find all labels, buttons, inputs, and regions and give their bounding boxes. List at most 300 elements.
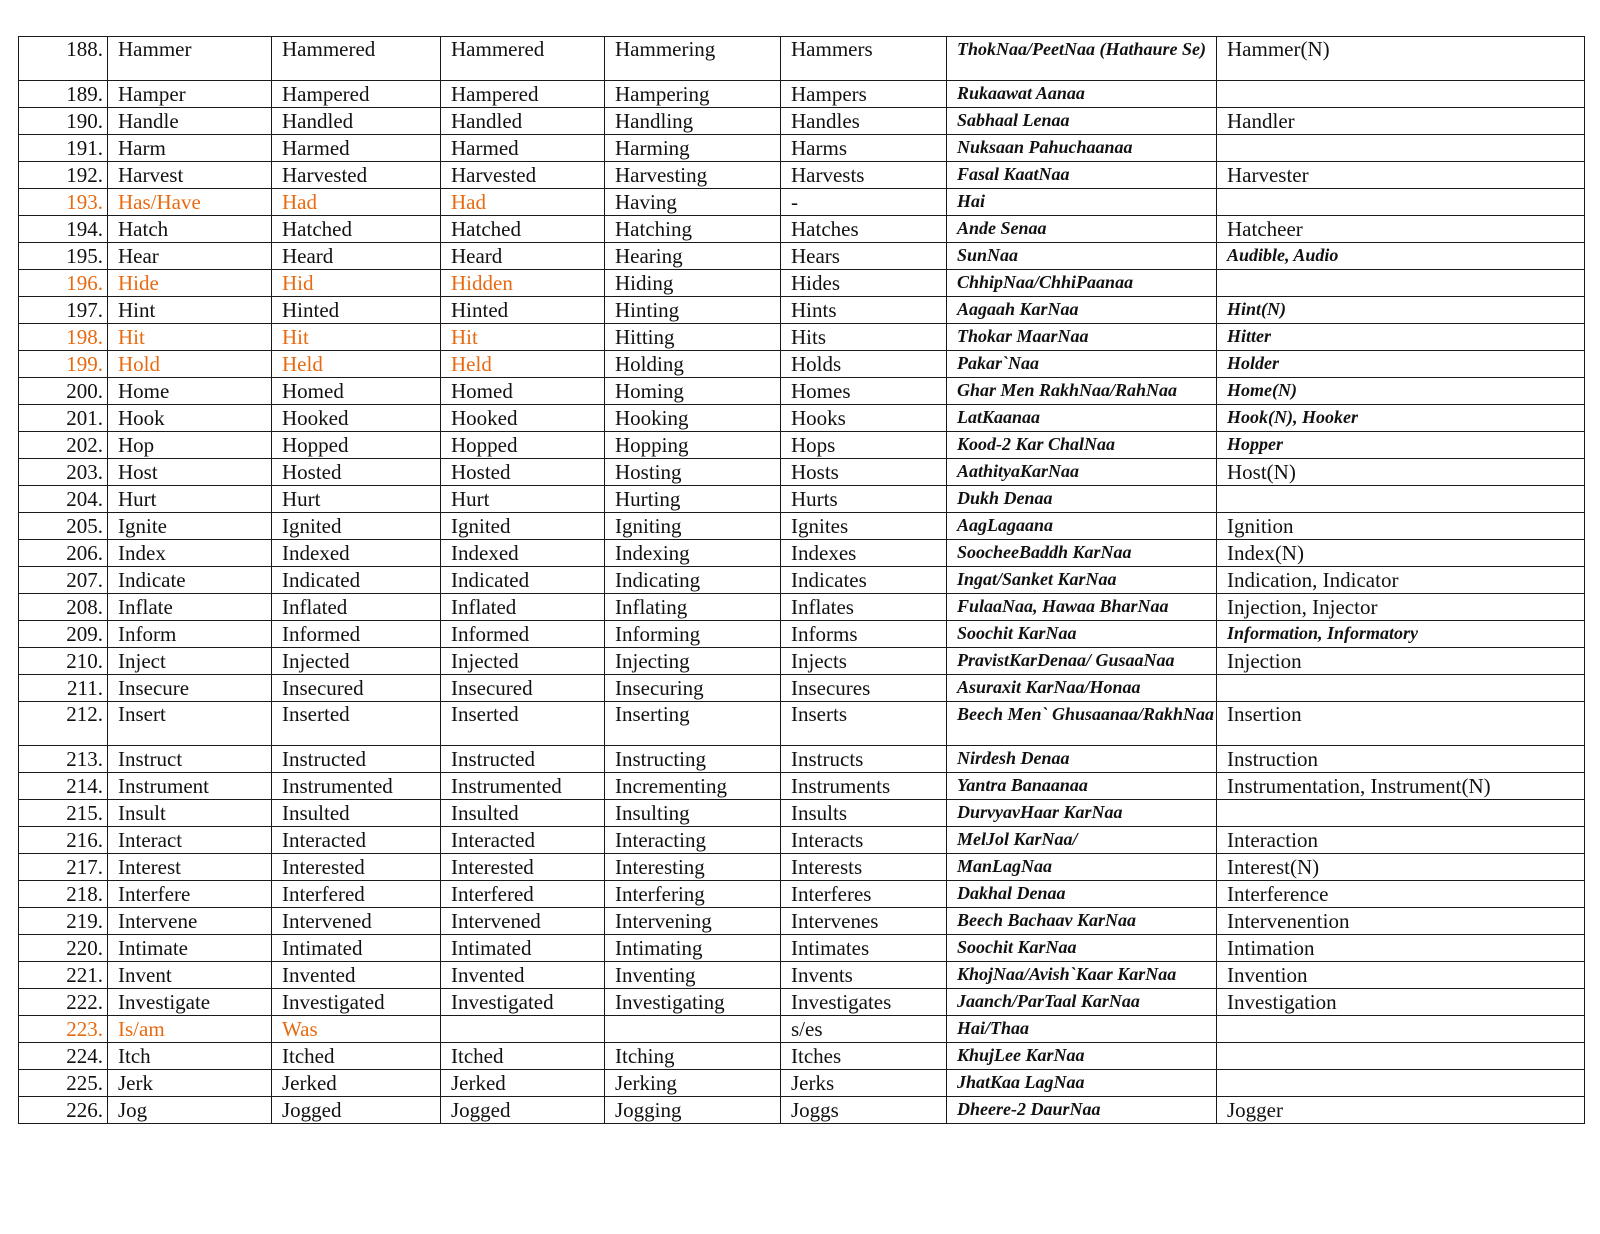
past-form-cell: Hooked bbox=[272, 405, 441, 432]
ing-form-cell: Inflating bbox=[605, 594, 781, 621]
base-form-cell: Intervene bbox=[108, 908, 272, 935]
base-form-cell: Home bbox=[108, 378, 272, 405]
hindi-meaning-cell: Thokar MaarNaa bbox=[947, 324, 1217, 351]
s-form-cell: Hits bbox=[781, 324, 947, 351]
table-row bbox=[19, 1043, 1585, 1070]
base-form-cell: Hit bbox=[108, 324, 272, 351]
past-form-cell: Hampered bbox=[272, 81, 441, 108]
hindi-meaning-cell: AagLagaana bbox=[947, 513, 1217, 540]
serial-number-cell: 205. bbox=[19, 513, 108, 540]
serial-number-cell: 219. bbox=[19, 908, 108, 935]
table-row bbox=[19, 324, 1585, 351]
derived-words-cell: Intimation bbox=[1217, 935, 1585, 962]
past-participle-cell: Hatched bbox=[441, 216, 605, 243]
hindi-meaning-cell: Nuksaan Pahuchaanaa bbox=[947, 135, 1217, 162]
serial-number-cell: 214. bbox=[19, 773, 108, 800]
base-form-cell: Index bbox=[108, 540, 272, 567]
derived-words-cell: Hopper bbox=[1217, 432, 1585, 459]
past-participle-cell: Hampered bbox=[441, 81, 605, 108]
past-form-cell: Instructed bbox=[272, 746, 441, 773]
s-form-cell: Hints bbox=[781, 297, 947, 324]
hindi-meaning-cell: ManLagNaa bbox=[947, 854, 1217, 881]
base-form-cell: Inject bbox=[108, 648, 272, 675]
past-participle-cell: Hit bbox=[441, 324, 605, 351]
past-form-cell: Hosted bbox=[272, 459, 441, 486]
s-form-cell: Hooks bbox=[781, 405, 947, 432]
s-form-cell: Investigates bbox=[781, 989, 947, 1016]
serial-number-cell: 194. bbox=[19, 216, 108, 243]
ing-form-cell: Holding bbox=[605, 351, 781, 378]
serial-number-cell: 200. bbox=[19, 378, 108, 405]
serial-number-cell: 198. bbox=[19, 324, 108, 351]
hindi-meaning-cell: Dukh Denaa bbox=[947, 486, 1217, 513]
s-form-cell: Hurts bbox=[781, 486, 947, 513]
ing-form-cell: Homing bbox=[605, 378, 781, 405]
base-form-cell: Instrument bbox=[108, 773, 272, 800]
base-form-cell: Host bbox=[108, 459, 272, 486]
table-row bbox=[19, 189, 1585, 216]
derived-words-cell: Interaction bbox=[1217, 827, 1585, 854]
ing-form-cell: Hitting bbox=[605, 324, 781, 351]
serial-number-cell: 201. bbox=[19, 405, 108, 432]
base-form-cell: Instruct bbox=[108, 746, 272, 773]
serial-number-cell: 210. bbox=[19, 648, 108, 675]
s-form-cell: Harms bbox=[781, 135, 947, 162]
past-participle-cell: Hosted bbox=[441, 459, 605, 486]
derived-words-cell: Investigation bbox=[1217, 989, 1585, 1016]
serial-number-cell: 197. bbox=[19, 297, 108, 324]
table-row bbox=[19, 702, 1585, 746]
ing-form-cell: Insecuring bbox=[605, 675, 781, 702]
table-row bbox=[19, 800, 1585, 827]
base-form-cell: Interact bbox=[108, 827, 272, 854]
past-participle-cell bbox=[441, 1016, 605, 1043]
past-form-cell: Hit bbox=[272, 324, 441, 351]
serial-number-cell: 218. bbox=[19, 881, 108, 908]
base-form-cell: Insult bbox=[108, 800, 272, 827]
base-form-cell: Hear bbox=[108, 243, 272, 270]
s-form-cell: Interacts bbox=[781, 827, 947, 854]
past-form-cell: Heard bbox=[272, 243, 441, 270]
derived-words-cell bbox=[1217, 1070, 1585, 1097]
s-form-cell: Injects bbox=[781, 648, 947, 675]
base-form-cell: Inform bbox=[108, 621, 272, 648]
hindi-meaning-cell: FulaaNaa, Hawaa BharNaa bbox=[947, 594, 1217, 621]
past-participle-cell: Harvested bbox=[441, 162, 605, 189]
derived-words-cell: Insertion bbox=[1217, 702, 1585, 746]
base-form-cell: Hatch bbox=[108, 216, 272, 243]
hindi-meaning-cell: Soochit KarNaa bbox=[947, 621, 1217, 648]
serial-number-cell: 212. bbox=[19, 702, 108, 746]
s-form-cell: Joggs bbox=[781, 1097, 947, 1124]
base-form-cell: Itch bbox=[108, 1043, 272, 1070]
s-form-cell: Informs bbox=[781, 621, 947, 648]
base-form-cell: Hook bbox=[108, 405, 272, 432]
serial-number-cell: 220. bbox=[19, 935, 108, 962]
past-participle-cell: Hooked bbox=[441, 405, 605, 432]
serial-number-cell: 206. bbox=[19, 540, 108, 567]
serial-number-cell: 223. bbox=[19, 1016, 108, 1043]
past-form-cell: Informed bbox=[272, 621, 441, 648]
derived-words-cell: Indication, Indicator bbox=[1217, 567, 1585, 594]
base-form-cell: Hamper bbox=[108, 81, 272, 108]
hindi-meaning-cell: AathityaKarNaa bbox=[947, 459, 1217, 486]
derived-words-cell: Home(N) bbox=[1217, 378, 1585, 405]
base-form-cell: Inflate bbox=[108, 594, 272, 621]
past-participle-cell: Interfered bbox=[441, 881, 605, 908]
table-row bbox=[19, 621, 1585, 648]
s-form-cell: Invents bbox=[781, 962, 947, 989]
serial-number-cell: 213. bbox=[19, 746, 108, 773]
serial-number-cell: 204. bbox=[19, 486, 108, 513]
hindi-meaning-cell: Ingat/Sanket KarNaa bbox=[947, 567, 1217, 594]
past-participle-cell: Insecured bbox=[441, 675, 605, 702]
base-form-cell: Handle bbox=[108, 108, 272, 135]
derived-words-cell: Hook(N), Hooker bbox=[1217, 405, 1585, 432]
past-participle-cell: Intimated bbox=[441, 935, 605, 962]
ing-form-cell: Hopping bbox=[605, 432, 781, 459]
past-form-cell: Hinted bbox=[272, 297, 441, 324]
past-participle-cell: Hopped bbox=[441, 432, 605, 459]
s-form-cell: s/es bbox=[781, 1016, 947, 1043]
base-form-cell: Hide bbox=[108, 270, 272, 297]
table-row bbox=[19, 881, 1585, 908]
table-row bbox=[19, 405, 1585, 432]
ing-form-cell: Hurting bbox=[605, 486, 781, 513]
ing-form-cell: Hooking bbox=[605, 405, 781, 432]
hindi-meaning-cell: LatKaanaa bbox=[947, 405, 1217, 432]
past-participle-cell: Inserted bbox=[441, 702, 605, 746]
hindi-meaning-cell: Beech Men` Ghusaanaa/RakhNaa bbox=[947, 702, 1217, 746]
derived-words-cell: Harvester bbox=[1217, 162, 1585, 189]
past-participle-cell: Had bbox=[441, 189, 605, 216]
s-form-cell: Indexes bbox=[781, 540, 947, 567]
s-form-cell: Inflates bbox=[781, 594, 947, 621]
hindi-meaning-cell: Soochit KarNaa bbox=[947, 935, 1217, 962]
past-form-cell: Harmed bbox=[272, 135, 441, 162]
past-form-cell: Intimated bbox=[272, 935, 441, 962]
table-row bbox=[19, 567, 1585, 594]
past-form-cell: Investigated bbox=[272, 989, 441, 1016]
table-row bbox=[19, 746, 1585, 773]
s-form-cell: Itches bbox=[781, 1043, 947, 1070]
serial-number-cell: 196. bbox=[19, 270, 108, 297]
derived-words-cell: Injection bbox=[1217, 648, 1585, 675]
past-participle-cell: Hurt bbox=[441, 486, 605, 513]
s-form-cell: Ignites bbox=[781, 513, 947, 540]
table-row bbox=[19, 243, 1585, 270]
table-row bbox=[19, 270, 1585, 297]
serial-number-cell: 216. bbox=[19, 827, 108, 854]
derived-words-cell bbox=[1217, 1043, 1585, 1070]
serial-number-cell: 211. bbox=[19, 675, 108, 702]
ing-form-cell: Hiding bbox=[605, 270, 781, 297]
derived-words-cell: Ignition bbox=[1217, 513, 1585, 540]
table-row bbox=[19, 594, 1585, 621]
base-form-cell: Insecure bbox=[108, 675, 272, 702]
hindi-meaning-cell: Pakar`Naa bbox=[947, 351, 1217, 378]
hindi-meaning-cell: PravistKarDenaa/ GusaaNaa bbox=[947, 648, 1217, 675]
past-participle-cell: Informed bbox=[441, 621, 605, 648]
base-form-cell: Is/am bbox=[108, 1016, 272, 1043]
table-row bbox=[19, 108, 1585, 135]
table-row bbox=[19, 1070, 1585, 1097]
derived-words-cell: Jogger bbox=[1217, 1097, 1585, 1124]
hindi-meaning-cell: Kood-2 Kar ChalNaa bbox=[947, 432, 1217, 459]
s-form-cell: Holds bbox=[781, 351, 947, 378]
past-participle-cell: Held bbox=[441, 351, 605, 378]
hindi-meaning-cell: Nirdesh Denaa bbox=[947, 746, 1217, 773]
s-form-cell: Instructs bbox=[781, 746, 947, 773]
derived-words-cell: Hatcheer bbox=[1217, 216, 1585, 243]
past-participle-cell: Injected bbox=[441, 648, 605, 675]
past-participle-cell: Interested bbox=[441, 854, 605, 881]
s-form-cell: Intervenes bbox=[781, 908, 947, 935]
past-form-cell: Hid bbox=[272, 270, 441, 297]
table-row bbox=[19, 432, 1585, 459]
past-participle-cell: Intervened bbox=[441, 908, 605, 935]
ing-form-cell: Having bbox=[605, 189, 781, 216]
hindi-meaning-cell: Sabhaal Lenaa bbox=[947, 108, 1217, 135]
s-form-cell: Hosts bbox=[781, 459, 947, 486]
past-form-cell: Insulted bbox=[272, 800, 441, 827]
s-form-cell: Hampers bbox=[781, 81, 947, 108]
derived-words-cell bbox=[1217, 1016, 1585, 1043]
past-form-cell: Itched bbox=[272, 1043, 441, 1070]
ing-form-cell: Inventing bbox=[605, 962, 781, 989]
ing-form-cell: Injecting bbox=[605, 648, 781, 675]
table-row bbox=[19, 297, 1585, 324]
s-form-cell: - bbox=[781, 189, 947, 216]
serial-number-cell: 222. bbox=[19, 989, 108, 1016]
verb-forms-table bbox=[18, 36, 1585, 1124]
past-participle-cell: Inflated bbox=[441, 594, 605, 621]
hindi-meaning-cell: KhojNaa/Avish`Kaar KarNaa bbox=[947, 962, 1217, 989]
ing-form-cell: Investigating bbox=[605, 989, 781, 1016]
past-form-cell: Inserted bbox=[272, 702, 441, 746]
serial-number-cell: 207. bbox=[19, 567, 108, 594]
hindi-meaning-cell: MelJol KarNaa/ bbox=[947, 827, 1217, 854]
table-row bbox=[19, 486, 1585, 513]
base-form-cell: Hurt bbox=[108, 486, 272, 513]
serial-number-cell: 224. bbox=[19, 1043, 108, 1070]
ing-form-cell: Informing bbox=[605, 621, 781, 648]
base-form-cell: Intimate bbox=[108, 935, 272, 962]
past-participle-cell: Ignited bbox=[441, 513, 605, 540]
table-row bbox=[19, 773, 1585, 800]
ing-form-cell: Intimating bbox=[605, 935, 781, 962]
derived-words-cell: Hint(N) bbox=[1217, 297, 1585, 324]
past-form-cell: Instrumented bbox=[272, 773, 441, 800]
past-participle-cell: Harmed bbox=[441, 135, 605, 162]
serial-number-cell: 226. bbox=[19, 1097, 108, 1124]
derived-words-cell: Injection, Injector bbox=[1217, 594, 1585, 621]
ing-form-cell: Jerking bbox=[605, 1070, 781, 1097]
derived-words-cell: Intervenention bbox=[1217, 908, 1585, 935]
hindi-meaning-cell: JhatKaa LagNaa bbox=[947, 1070, 1217, 1097]
hindi-meaning-cell: Fasal KaatNaa bbox=[947, 162, 1217, 189]
table-row bbox=[19, 216, 1585, 243]
past-form-cell: Insecured bbox=[272, 675, 441, 702]
past-participle-cell: Hammered bbox=[441, 37, 605, 81]
derived-words-cell: Hammer(N) bbox=[1217, 37, 1585, 81]
derived-words-cell: Audible, Audio bbox=[1217, 243, 1585, 270]
base-form-cell: Investigate bbox=[108, 989, 272, 1016]
hindi-meaning-cell: DurvyavHaar KarNaa bbox=[947, 800, 1217, 827]
derived-words-cell bbox=[1217, 81, 1585, 108]
ing-form-cell: Hatching bbox=[605, 216, 781, 243]
derived-words-cell: Invention bbox=[1217, 962, 1585, 989]
past-participle-cell: Homed bbox=[441, 378, 605, 405]
base-form-cell: Interest bbox=[108, 854, 272, 881]
past-participle-cell: Indicated bbox=[441, 567, 605, 594]
base-form-cell: Indicate bbox=[108, 567, 272, 594]
derived-words-cell bbox=[1217, 675, 1585, 702]
past-form-cell: Ignited bbox=[272, 513, 441, 540]
hindi-meaning-cell: Jaanch/ParTaal KarNaa bbox=[947, 989, 1217, 1016]
table-body bbox=[19, 37, 1585, 1124]
past-form-cell: Inflated bbox=[272, 594, 441, 621]
ing-form-cell: Harming bbox=[605, 135, 781, 162]
serial-number-cell: 191. bbox=[19, 135, 108, 162]
past-form-cell: Was bbox=[272, 1016, 441, 1043]
ing-form-cell: Interesting bbox=[605, 854, 781, 881]
serial-number-cell: 189. bbox=[19, 81, 108, 108]
table-row bbox=[19, 854, 1585, 881]
past-participle-cell: Jerked bbox=[441, 1070, 605, 1097]
derived-words-cell bbox=[1217, 189, 1585, 216]
ing-form-cell: Interfering bbox=[605, 881, 781, 908]
serial-number-cell: 203. bbox=[19, 459, 108, 486]
table-row bbox=[19, 827, 1585, 854]
past-form-cell: Harvested bbox=[272, 162, 441, 189]
ing-form-cell: Jogging bbox=[605, 1097, 781, 1124]
past-form-cell: Held bbox=[272, 351, 441, 378]
past-form-cell: Indicated bbox=[272, 567, 441, 594]
s-form-cell: Handles bbox=[781, 108, 947, 135]
table-row bbox=[19, 459, 1585, 486]
s-form-cell: Interferes bbox=[781, 881, 947, 908]
table-row bbox=[19, 162, 1585, 189]
table-row bbox=[19, 989, 1585, 1016]
s-form-cell: Insults bbox=[781, 800, 947, 827]
serial-number-cell: 202. bbox=[19, 432, 108, 459]
past-form-cell: Hopped bbox=[272, 432, 441, 459]
past-participle-cell: Insulted bbox=[441, 800, 605, 827]
base-form-cell: Hop bbox=[108, 432, 272, 459]
ing-form-cell: Itching bbox=[605, 1043, 781, 1070]
past-participle-cell: Heard bbox=[441, 243, 605, 270]
ing-form-cell: Indexing bbox=[605, 540, 781, 567]
ing-form-cell: Harvesting bbox=[605, 162, 781, 189]
base-form-cell: Ignite bbox=[108, 513, 272, 540]
table-row bbox=[19, 675, 1585, 702]
past-participle-cell: Jogged bbox=[441, 1097, 605, 1124]
derived-words-cell: Information, Informatory bbox=[1217, 621, 1585, 648]
s-form-cell: Insecures bbox=[781, 675, 947, 702]
past-form-cell: Hammered bbox=[272, 37, 441, 81]
ing-form-cell: Intervening bbox=[605, 908, 781, 935]
past-form-cell: Hatched bbox=[272, 216, 441, 243]
derived-words-cell bbox=[1217, 135, 1585, 162]
serial-number-cell: 195. bbox=[19, 243, 108, 270]
hindi-meaning-cell: Hai/Thaa bbox=[947, 1016, 1217, 1043]
s-form-cell: Hides bbox=[781, 270, 947, 297]
s-form-cell: Hops bbox=[781, 432, 947, 459]
table-row bbox=[19, 378, 1585, 405]
ing-form-cell: Interacting bbox=[605, 827, 781, 854]
serial-number-cell: 188. bbox=[19, 37, 108, 81]
past-form-cell: Intervened bbox=[272, 908, 441, 935]
past-form-cell: Interacted bbox=[272, 827, 441, 854]
derived-words-cell: Index(N) bbox=[1217, 540, 1585, 567]
base-form-cell: Jog bbox=[108, 1097, 272, 1124]
past-form-cell: Indexed bbox=[272, 540, 441, 567]
serial-number-cell: 221. bbox=[19, 962, 108, 989]
hindi-meaning-cell: Dakhal Denaa bbox=[947, 881, 1217, 908]
past-participle-cell: Instrumented bbox=[441, 773, 605, 800]
base-form-cell: Harvest bbox=[108, 162, 272, 189]
serial-number-cell: 199. bbox=[19, 351, 108, 378]
base-form-cell: Jerk bbox=[108, 1070, 272, 1097]
past-form-cell: Interfered bbox=[272, 881, 441, 908]
table-row bbox=[19, 513, 1585, 540]
ing-form-cell: Hosting bbox=[605, 459, 781, 486]
s-form-cell: Hammers bbox=[781, 37, 947, 81]
derived-words-cell: Host(N) bbox=[1217, 459, 1585, 486]
table-row bbox=[19, 1097, 1585, 1124]
hindi-meaning-cell: Ghar Men RakhNaa/RahNaa bbox=[947, 378, 1217, 405]
s-form-cell: Interests bbox=[781, 854, 947, 881]
past-participle-cell: Investigated bbox=[441, 989, 605, 1016]
table-row bbox=[19, 1016, 1585, 1043]
past-form-cell: Handled bbox=[272, 108, 441, 135]
table-row bbox=[19, 935, 1585, 962]
hindi-meaning-cell: ChhipNaa/ChhiPaanaa bbox=[947, 270, 1217, 297]
base-form-cell: Hint bbox=[108, 297, 272, 324]
derived-words-cell: Hitter bbox=[1217, 324, 1585, 351]
s-form-cell: Indicates bbox=[781, 567, 947, 594]
s-form-cell: Instruments bbox=[781, 773, 947, 800]
ing-form-cell: Igniting bbox=[605, 513, 781, 540]
ing-form-cell: Handling bbox=[605, 108, 781, 135]
hindi-meaning-cell: Yantra Banaanaa bbox=[947, 773, 1217, 800]
table-row bbox=[19, 648, 1585, 675]
s-form-cell: Homes bbox=[781, 378, 947, 405]
serial-number-cell: 190. bbox=[19, 108, 108, 135]
table-row bbox=[19, 37, 1585, 81]
ing-form-cell: Hammering bbox=[605, 37, 781, 81]
serial-number-cell: 192. bbox=[19, 162, 108, 189]
ing-form-cell: Insulting bbox=[605, 800, 781, 827]
base-form-cell: Hammer bbox=[108, 37, 272, 81]
past-participle-cell: Interacted bbox=[441, 827, 605, 854]
hindi-meaning-cell: Ande Senaa bbox=[947, 216, 1217, 243]
serial-number-cell: 208. bbox=[19, 594, 108, 621]
past-form-cell: Jogged bbox=[272, 1097, 441, 1124]
s-form-cell: Inserts bbox=[781, 702, 947, 746]
base-form-cell: Harm bbox=[108, 135, 272, 162]
base-form-cell: Hold bbox=[108, 351, 272, 378]
derived-words-cell: Interference bbox=[1217, 881, 1585, 908]
table-row bbox=[19, 135, 1585, 162]
table-row bbox=[19, 540, 1585, 567]
table-row bbox=[19, 962, 1585, 989]
serial-number-cell: 193. bbox=[19, 189, 108, 216]
hindi-meaning-cell: Asuraxit KarNaa/Honaa bbox=[947, 675, 1217, 702]
hindi-meaning-cell: Hai bbox=[947, 189, 1217, 216]
derived-words-cell bbox=[1217, 270, 1585, 297]
